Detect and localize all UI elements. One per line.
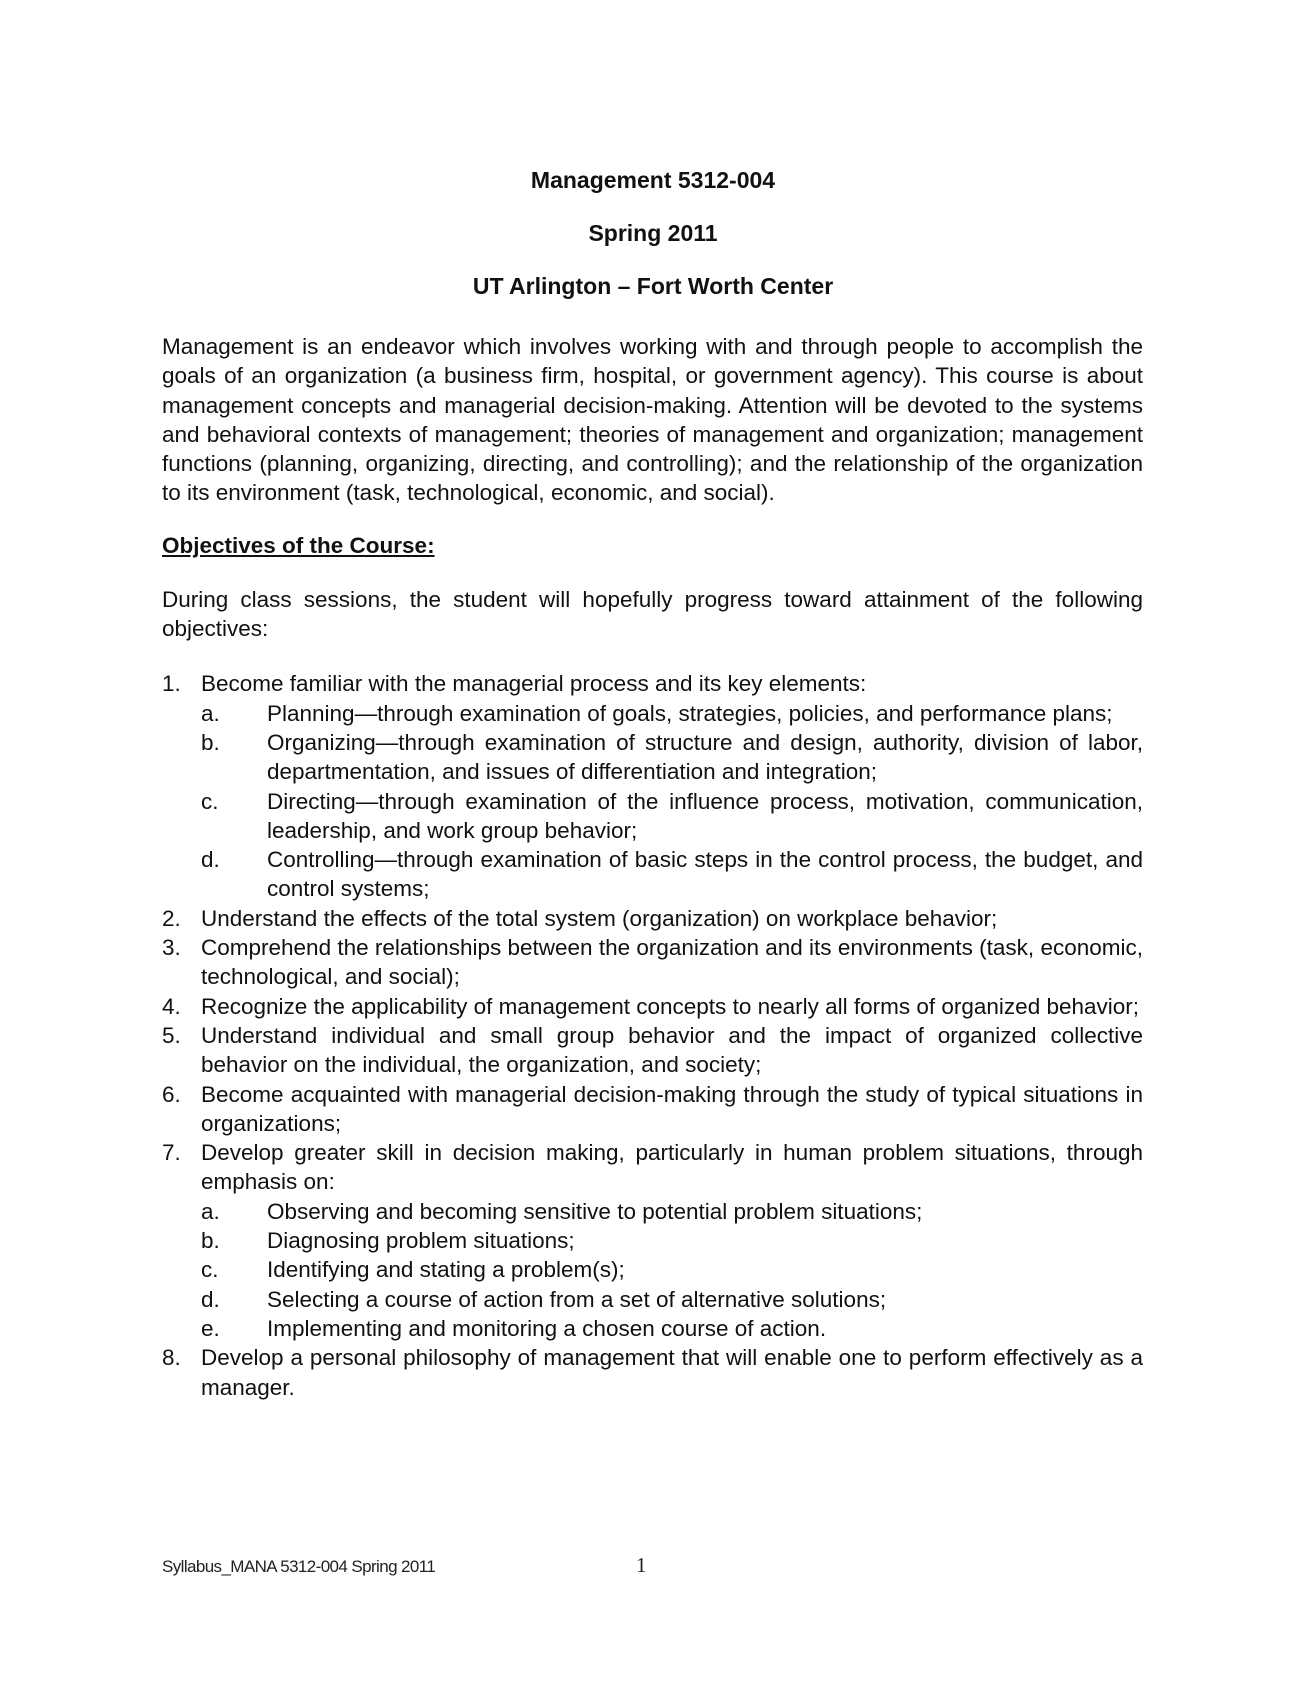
- sub-objective-text: Organizing—through examination of structure and design, authority, division of labor, departmentation, and issues of differentiation and integration;: [267, 729, 1143, 785]
- sub-objective-item: [201, 1197, 1143, 1226]
- sub-objective-letter: d.: [201, 847, 220, 873]
- sub-objective-item: [201, 787, 1143, 846]
- sub-objective-letter: d.: [201, 1286, 220, 1312]
- objective-text: Comprehend the relationships between the organization and its environments (task, economic, technological, and social);: [201, 935, 1143, 990]
- sub-objective-text: Implementing and monitoring a chosen course of action.: [267, 1315, 827, 1341]
- objective-item: [162, 933, 1143, 992]
- sub-objective-letter: e.: [201, 1315, 220, 1341]
- objective-text: Develop a personal philosophy of management that will enable one to perform effectively as a manager.: [201, 1345, 1143, 1400]
- sub-objectives-list: [201, 699, 1143, 904]
- sub-objective-text: Observing and becoming sensitive to potential problem situations;: [267, 1198, 923, 1224]
- sub-objective-letter: b.: [201, 1228, 220, 1254]
- sub-objective-letter: c.: [201, 1257, 219, 1283]
- sub-objective-item: [201, 1285, 1143, 1314]
- sub-objective-text: Selecting a course of action from a set of alternative solutions;: [267, 1286, 887, 1312]
- objective-number: 8.: [162, 1345, 181, 1371]
- page-number: 1: [636, 1553, 647, 1577]
- sub-objective-text: Identifying and stating a problem(s);: [267, 1257, 625, 1283]
- sub-objectives-list: [201, 1197, 1143, 1343]
- course-title: Management 5312-004: [530, 167, 776, 193]
- sub-objective-text: Controlling—through examination of basic steps in the control process, the budget, and control systems;: [267, 847, 1143, 902]
- term-title: Spring 2011: [588, 220, 718, 246]
- objective-number: 1.: [162, 671, 181, 697]
- objective-item: [162, 1080, 1143, 1139]
- objectives-list: [162, 669, 1143, 1401]
- objective-item: [162, 904, 1143, 933]
- objectives-heading: Objectives of the Course:: [162, 532, 435, 558]
- footer-filename: Syllabus_MANA 5312-004 Spring 2011: [162, 1557, 436, 1576]
- objective-item: [162, 1343, 1143, 1402]
- location-title: UT Arlington – Fort Worth Center: [472, 273, 834, 299]
- sub-objective-letter: a.: [201, 700, 220, 726]
- sub-objective-letter: c.: [201, 788, 219, 814]
- objective-text: Understand individual and small group behavior and the impact of organized collective behavior on the individual, the organization, and society;: [201, 1022, 1143, 1078]
- objective-item: [162, 669, 1143, 903]
- sub-objective-item: [201, 1226, 1143, 1255]
- sub-objective-text: Planning—through examination of goals, strategies, policies, and performance plans;: [267, 700, 1113, 726]
- sub-objective-item: [201, 728, 1143, 787]
- sub-objective-item: [201, 845, 1143, 904]
- sub-objective-item: [201, 699, 1143, 728]
- sub-objective-text: Directing—through examination of the influence process, motivation, communication, leadership, and work group behavior;: [267, 788, 1143, 843]
- objective-text: Recognize the applicability of management concepts to nearly all forms of organized behavior;: [201, 993, 1140, 1019]
- objectives-intro: During class sessions, the student will hopefully progress toward attainment of the following objectives:: [162, 586, 1143, 642]
- objective-text: Become acquainted with managerial decision-making through the study of typical situations in organizations;: [201, 1081, 1143, 1136]
- objective-number: 3.: [162, 935, 181, 961]
- objective-text: Become familiar with the managerial process and its key elements:: [201, 671, 867, 697]
- objective-number: 2.: [162, 905, 181, 931]
- sub-objective-letter: b.: [201, 729, 220, 755]
- body-content: [162, 332, 1143, 1402]
- objective-number: 5.: [162, 1022, 181, 1048]
- objective-item: [162, 992, 1143, 1021]
- sub-objective-item: [201, 1255, 1143, 1284]
- objective-text: Understand the effects of the total system (organization) on workplace behavior;: [201, 905, 998, 931]
- objective-item: [162, 1138, 1143, 1343]
- objective-text: Develop greater skill in decision making, particularly in human problem situations, through emphasis on:: [201, 1140, 1143, 1195]
- objective-item: [162, 1021, 1143, 1080]
- sub-objective-item: [201, 1314, 1143, 1343]
- objective-number: 6.: [162, 1081, 181, 1107]
- objective-number: 4.: [162, 993, 181, 1019]
- objective-number: 7.: [162, 1140, 181, 1166]
- intro-paragraph: Management is an endeavor which involves working with and through people to accomplish the goals of an organization (a business firm, hospital, or government agency). This course is about management concepts and managerial decision-making. Attention will be devoted to the systems and behavioral contexts of management; theories of management and organization; management functions (planning, organizing, directing, and controlling); and the relationship of the organization to its environment (task, technological, economic, and social).: [162, 334, 1143, 506]
- sub-objective-letter: a.: [201, 1198, 220, 1224]
- sub-objective-text: Diagnosing problem situations;: [267, 1228, 575, 1254]
